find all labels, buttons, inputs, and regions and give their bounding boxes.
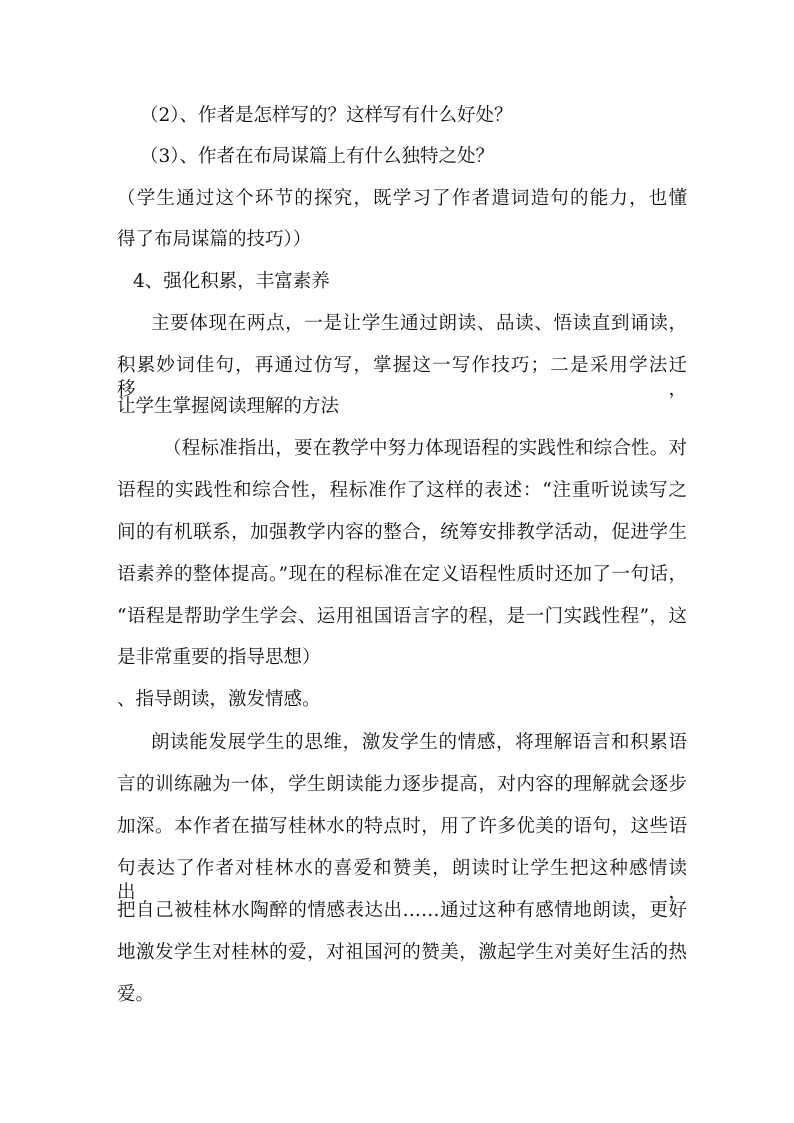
reading-para-line-6: 地激发学生对桂林的爱，对祖国河的赞美，激起学生对美好生活的热 — [117, 942, 687, 963]
section-4-heading: 4、强化积累，丰富素养 — [133, 271, 330, 292]
standard-para-line-6: 是非常重要的指导思想） — [117, 647, 321, 668]
reading-para-line-2: 言的训练融为一体，学生朗读能力逐步提高，对内容的理解就会逐步 — [117, 774, 687, 795]
standard-para-line-2: 语程的实践性和综合性，程标准作了这样的表述：“注重听说读写之 — [117, 480, 687, 501]
note-line-2: 得了布局谋篇的技巧）） — [117, 229, 312, 250]
question-2-line: （2）、作者是怎样写的？这样写有什么好处？ — [140, 105, 513, 126]
standard-para-line-4: 语素养的整体提高。”现在的程标准在定义语程性质时还加了一句话， — [117, 564, 687, 585]
reading-para-line-4: 句表达了作者对桂林水的喜爱和赞美，朗读时让学生把这种感情读出， — [117, 858, 687, 903]
reading-para-line-7: 爱。 — [117, 984, 155, 1005]
reading-para-line-3: 加深。本作者在描写桂林水的特点时，用了许多优美的语句，这些语 — [117, 816, 687, 837]
standard-para-line-5: “语程是帮助学生学会、运用祖国语言字的程，是一门实践性程”，这 — [117, 606, 687, 627]
section-4-para-line-2: 积累妙词佳句，再通过仿写，掌握这一写作技巧；二是采用学法迁移， — [117, 355, 687, 400]
section-4-para-line-1: 主要体现在两点，一是让学生通过朗读、品读、悟读直到诵读， — [151, 313, 687, 334]
note-line-1: （学生通过这个环节的探究，既学习了作者遣词造句的能力，也懂 — [117, 188, 687, 209]
reading-para-line-5: 把自己被桂林水陶醉的情感表达出……通过这种有感情地朗读，更好 — [117, 900, 687, 921]
question-3-line: （3）、作者在布局谋篇上有什么独特之处？ — [140, 146, 495, 167]
reading-para-line-1: 朗读能发展学生的思维，激发学生的情感，将理解语言和积累语 — [151, 732, 687, 753]
section-4-para-line-3: 让学生掌握阅读理解的方法 — [117, 396, 340, 417]
standard-para-line-1: （程标准指出，要在教学中努力体现语程的实践性和综合性。对 — [163, 438, 687, 459]
standard-para-line-3: 间的有机联系，加强教学内容的整合，统筹安排教学活动，促进学生 — [117, 522, 687, 543]
section-5-heading: 、指导朗读，激发情感。 — [117, 689, 321, 710]
